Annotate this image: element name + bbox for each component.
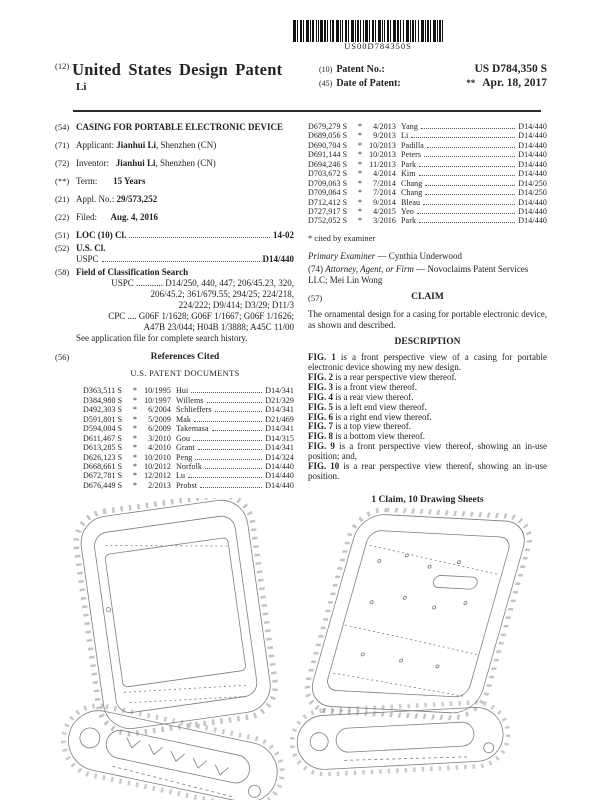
- ref-name: Peng: [176, 452, 193, 462]
- figure-text: is a left end view thereof.: [335, 401, 427, 412]
- figure-description-line: [308, 442, 547, 462]
- field-loc: [55, 230, 294, 241]
- fcs-uspc-line: 224/222; D9/414; D3/29; D11/3: [178, 299, 294, 310]
- fcs-note: See application file for complete search history.: [76, 332, 248, 343]
- dot-leader: [425, 185, 515, 186]
- ref-name: Hui: [176, 386, 189, 396]
- term-value-wrap: [76, 176, 294, 187]
- uspc-value: D14/440: [262, 253, 294, 264]
- applicant-name: Jianhui Li: [116, 139, 157, 150]
- ref-class: D14/440: [518, 216, 547, 226]
- invention-title: CASING FOR PORTABLE ELECTRONIC DEVICE: [76, 122, 284, 132]
- ref-date: 2/2013: [148, 480, 171, 490]
- description-heading: DESCRIPTION: [394, 336, 461, 347]
- patent-date-row: [319, 77, 547, 89]
- ref-number: D703,672 S: [308, 169, 348, 179]
- ref-name: Bleau: [401, 197, 421, 207]
- figure-label: FIG. 6: [308, 411, 334, 422]
- ref-number: D709,063 S: [308, 178, 348, 188]
- filed-value: Aug. 4, 2016: [110, 211, 159, 222]
- patent-date-label: Date of Patent:: [336, 78, 401, 89]
- ref-date: 4/2013: [373, 122, 396, 131]
- dot-leader: [200, 487, 262, 488]
- ref-date: 4/2014: [373, 169, 396, 179]
- claim-heading-row: [308, 292, 547, 304]
- figure-text: is a rear perspective view thereof, showing an in-use position.: [308, 460, 547, 481]
- filed-wrap: [76, 212, 294, 223]
- figure-text: is a bottom view thereof.: [335, 431, 425, 442]
- ref-class: D21/329: [265, 395, 294, 405]
- ref-star: *: [357, 159, 363, 169]
- patent-number-row: [319, 63, 547, 75]
- ref-date: 9/2013: [373, 131, 396, 141]
- ref-number: D492,303 S: [83, 405, 123, 415]
- appl-no-value: 29/573,252: [116, 193, 158, 204]
- term-label: Term:: [76, 175, 98, 186]
- dot-leader: [421, 128, 515, 129]
- figure-label: FIG. 8: [308, 431, 334, 442]
- ref-class: D14/440: [265, 480, 294, 490]
- ref-date: 9/2014: [373, 197, 396, 207]
- patent-number-value: US D784,350 S: [474, 63, 547, 75]
- ref-date: 7/2014: [373, 178, 396, 188]
- dot-leader: [417, 213, 515, 214]
- reference-row: [308, 150, 547, 159]
- primary-examiner-line: [308, 251, 547, 262]
- ref-number: D591,801 S: [83, 414, 123, 424]
- ref-name: Yang: [401, 122, 418, 131]
- patent-number-label: Patent No.:: [336, 64, 385, 75]
- figure-text: is a top view thereof.: [335, 421, 411, 432]
- field-code: (72): [55, 157, 70, 168]
- dot-leader: [424, 156, 515, 157]
- reference-row: [308, 122, 547, 131]
- inventor-name: Jianhui Li: [115, 157, 156, 168]
- figure-text: is a front perspective view of a casing for portable electronic device showing my new design.: [308, 352, 547, 373]
- field-code: (21): [55, 193, 70, 204]
- patent-date-code: (45): [319, 79, 333, 88]
- fcs-uspc-line: 206/45.2; 361/679.55; 294/25; 224/218,: [150, 288, 294, 299]
- attorney-label: Attorney, Agent, or Firm: [325, 264, 414, 275]
- field-code: (52): [55, 242, 70, 253]
- ref-star: *: [357, 150, 363, 160]
- reference-row: [83, 386, 294, 395]
- ref-name: Padilla: [401, 140, 424, 150]
- ref-name: Park: [401, 159, 417, 169]
- ref-name: Chang: [401, 188, 423, 198]
- figure-label: FIG. 3: [308, 381, 334, 392]
- figure-descriptions: [308, 353, 547, 482]
- reference-row: [308, 188, 547, 197]
- reference-row: [308, 207, 547, 216]
- dot-leader: [198, 449, 263, 450]
- reference-row: [83, 481, 294, 490]
- figure-description-line: [308, 462, 547, 482]
- field-code: (**): [55, 175, 70, 186]
- field-applicant: [55, 140, 294, 151]
- examiner-name: Cynthia Underwood: [388, 251, 462, 262]
- ref-date: 4/2015: [373, 206, 396, 216]
- applicant-value: [76, 140, 294, 151]
- dot-leader: [207, 402, 263, 403]
- header-rule: [73, 110, 541, 112]
- field-inventor: [55, 158, 294, 169]
- dot-leader: [419, 175, 516, 176]
- dot-leader: [419, 222, 515, 223]
- figure-label: FIG. 9: [308, 441, 335, 452]
- dot-leader: [423, 204, 515, 205]
- ref-star: *: [357, 122, 363, 131]
- fcs-label: Field of Classification Search: [76, 266, 189, 277]
- reference-row: [83, 453, 294, 462]
- ref-class: D14/440: [518, 150, 547, 160]
- ref-date: 4/2010: [148, 443, 171, 453]
- field-term: [55, 176, 294, 187]
- ref-name: Mak: [176, 414, 191, 424]
- ref-name: Kim: [401, 169, 416, 179]
- ref-star: *: [132, 480, 138, 490]
- figure-label: FIG. 2: [308, 371, 334, 382]
- ref-class: D14/324: [265, 452, 294, 462]
- field-title: [55, 122, 294, 133]
- dot-leader: [419, 166, 515, 167]
- header-title-block: [55, 60, 319, 93]
- appl-no-label: Appl. No.:: [76, 193, 115, 204]
- ref-number: D752,052 S: [308, 216, 348, 226]
- reference-row: [308, 169, 547, 178]
- reference-row: [83, 434, 294, 443]
- filed-label: Filed:: [76, 211, 98, 222]
- applicant-label: Applicant:: [76, 139, 114, 150]
- ref-date: 7/2014: [373, 188, 396, 198]
- appl-no-wrap: [76, 194, 294, 205]
- rear-perspective-drawing: [288, 508, 532, 776]
- us-cl-label: U.S. Cl.: [76, 242, 106, 253]
- ref-name: Chang: [401, 178, 423, 188]
- dot-leader: [212, 430, 263, 431]
- ref-number: D727,917 S: [308, 206, 348, 216]
- ref-number: D690,704 S: [308, 140, 348, 150]
- applicant-rest: , Shenzhen (CN): [156, 139, 217, 150]
- ref-name: Probst: [176, 480, 198, 490]
- ref-star: *: [132, 424, 138, 434]
- body: [55, 122, 547, 506]
- patent-date-stars: **: [466, 78, 476, 88]
- ref-star: *: [357, 188, 363, 198]
- page-title: United States Design Patent: [72, 60, 283, 79]
- reference-row: [83, 462, 294, 471]
- ref-name: Gou: [176, 433, 191, 443]
- figure-label: FIG. 4: [308, 391, 334, 402]
- dot-leader: [194, 421, 262, 422]
- loc-value: 14-02: [273, 229, 294, 240]
- fcs-uspc-lines: [76, 278, 294, 311]
- ref-number: D712,412 S: [308, 197, 348, 207]
- field-code: (58): [55, 266, 70, 277]
- field-code: (56): [55, 351, 70, 362]
- dot-leader: [411, 137, 515, 138]
- ref-star: *: [132, 433, 138, 443]
- inventor-value: [76, 158, 294, 169]
- ref-name: Willems: [176, 395, 204, 405]
- field-references: [55, 352, 294, 385]
- kind-code: (12): [55, 61, 70, 71]
- attorney-value: Novoclaims Patent Services LLC; Mei Lin Wong: [308, 264, 529, 286]
- ref-date: 5/2009: [148, 414, 171, 424]
- field-classification-search: [55, 267, 294, 344]
- dot-leader: [427, 147, 515, 148]
- ref-name: Peters: [401, 150, 422, 160]
- dot-leader: [205, 468, 262, 469]
- ref-name: Norfolk: [176, 461, 203, 471]
- ref-star: *: [132, 386, 138, 396]
- field-filed: [55, 212, 294, 223]
- ref-number: D676,449 S: [83, 480, 123, 490]
- ref-star: *: [357, 206, 363, 216]
- references-table-right: [308, 122, 547, 226]
- claim-sheet-count: 1 Claim, 10 Drawing Sheets: [371, 494, 484, 505]
- examiner-separator: —: [375, 251, 389, 262]
- fcs-wrap: [76, 267, 294, 344]
- ref-date: 12/2012: [144, 471, 171, 481]
- ref-number: D689,056 S: [308, 131, 348, 141]
- ref-class: D14/440: [518, 206, 547, 216]
- reference-row: [83, 415, 294, 424]
- ref-class: D14/440: [518, 140, 547, 150]
- fcs-uspc-line: USPC ............ D14/250, 440, 447; 206/45.23, 320,: [111, 277, 294, 288]
- attorney-separator: —: [413, 264, 428, 275]
- barcode-bars: [293, 20, 445, 42]
- ref-date: 10/2013: [369, 150, 396, 160]
- ref-class: D14/315: [265, 433, 294, 443]
- figure-label: FIG. 10: [308, 460, 340, 471]
- reference-row: [308, 216, 547, 225]
- attorney-line: [308, 264, 547, 286]
- ref-name: Lu: [176, 471, 186, 481]
- reference-row: [83, 443, 294, 452]
- dot-leader: [215, 411, 263, 412]
- front-perspective-drawing: [60, 498, 300, 800]
- ref-number: D384,980 S: [83, 395, 123, 405]
- ref-class: D14/440: [518, 131, 547, 141]
- ref-number: D694,246 S: [308, 159, 348, 169]
- ref-number: D611,467 S: [83, 433, 122, 443]
- attorney-code: (74): [308, 264, 323, 275]
- ref-class: D14/440: [518, 122, 547, 131]
- claim-heading: CLAIM: [411, 292, 444, 303]
- ref-class: D14/440: [518, 169, 547, 179]
- dot-leader: [129, 237, 270, 238]
- ref-star: *: [357, 178, 363, 188]
- ref-number: D709,064 S: [308, 188, 348, 198]
- figure-label: FIG. 5: [308, 401, 334, 412]
- field-code: (71): [55, 139, 70, 150]
- ref-name: Grant: [176, 443, 195, 453]
- us-cl-wrap: [76, 243, 294, 265]
- ref-date: 6/2004: [148, 405, 171, 415]
- dot-leader: [188, 477, 262, 478]
- ref-star: *: [132, 443, 138, 453]
- barcode-text: US00D784350S: [344, 41, 412, 51]
- field-appl-no: [55, 194, 294, 205]
- cited-by-examiner-note: * cited by examiner: [308, 232, 376, 243]
- ref-date: 10/1995: [144, 386, 171, 396]
- dot-leader: [102, 261, 260, 262]
- reference-row: [83, 405, 294, 414]
- ref-date: 6/2009: [148, 424, 171, 434]
- reference-row: [308, 131, 547, 140]
- reference-row: [83, 471, 294, 480]
- claim-text: The ornamental design for a casing for portable electronic device, as shown and described.: [308, 308, 547, 330]
- header: [55, 60, 547, 93]
- figure-label: FIG. 1: [308, 352, 336, 363]
- left-column: [55, 122, 294, 506]
- right-column: [308, 122, 547, 506]
- ref-name: Yeo: [401, 206, 414, 216]
- ref-class: D14/440: [518, 197, 547, 207]
- figure-description-line: [308, 353, 547, 373]
- ref-class: D14/341: [265, 405, 294, 415]
- uspc-label: USPC: [76, 253, 99, 264]
- ref-name: Schlieffers: [176, 405, 212, 415]
- loc-wrap: [76, 230, 294, 241]
- ref-star: *: [357, 197, 363, 207]
- ref-class: D14/440: [518, 159, 547, 169]
- reference-row: [308, 141, 547, 150]
- field-us-cl: [55, 243, 294, 265]
- ref-date: 10/2012: [144, 461, 171, 471]
- references-wrap: [76, 352, 294, 385]
- references-heading: References Cited: [150, 351, 220, 362]
- ref-star: *: [132, 452, 138, 462]
- term-value: 15 Years: [113, 175, 146, 186]
- header-meta-block: [319, 60, 547, 93]
- figure-label: FIG. 7: [308, 421, 334, 432]
- reference-row: [308, 198, 547, 207]
- ref-number: D613,285 S: [83, 443, 123, 453]
- ref-number: D363,511 S: [83, 386, 122, 396]
- reference-row: [83, 396, 294, 405]
- ref-star: *: [132, 414, 138, 424]
- figure-text: is a right end view thereof.: [335, 411, 432, 422]
- ref-class: D14/341: [265, 386, 294, 396]
- reference-row: [308, 179, 547, 188]
- claim-code: (57): [308, 293, 323, 304]
- dot-leader: [425, 194, 515, 195]
- ref-date: 3/2016: [373, 216, 396, 226]
- ref-class: D14/440: [265, 461, 294, 471]
- ref-class: D14/440: [265, 471, 294, 481]
- ref-name: Park: [401, 216, 417, 226]
- ref-class: D14/341: [265, 424, 294, 434]
- ref-star: *: [132, 471, 138, 481]
- ref-star: *: [357, 169, 363, 179]
- ref-number: D626,123 S: [83, 452, 123, 462]
- loc-label: LOC (10) Cl.: [76, 229, 127, 240]
- ref-class: D14/250: [518, 188, 547, 198]
- ref-star: *: [132, 405, 138, 415]
- ref-class: D21/469: [265, 414, 294, 424]
- ref-date: 3/2010: [148, 433, 171, 443]
- ref-name: Li: [401, 131, 409, 141]
- ref-number: D672,781 S: [83, 471, 123, 481]
- ref-class: D14/341: [265, 443, 294, 453]
- dot-leader: [193, 440, 262, 441]
- reference-row: [308, 160, 547, 169]
- references-subheading: U.S. PATENT DOCUMENTS: [130, 368, 240, 379]
- ref-star: *: [357, 131, 363, 141]
- reference-row: [83, 424, 294, 433]
- field-code: (22): [55, 211, 70, 222]
- ref-star: *: [357, 140, 363, 150]
- field-code: (54): [55, 122, 70, 132]
- figure-text: is a front view thereof.: [335, 381, 417, 392]
- inventor-surname: Li: [76, 81, 87, 93]
- inventor-label: Inventor:: [76, 157, 109, 168]
- figure-text: is a front perspective view thereof, showing an in-use position; and,: [308, 441, 547, 462]
- ref-date: 10/2013: [369, 140, 396, 150]
- patent-date-value: Apr. 18, 2017: [482, 77, 547, 89]
- field-code: (51): [55, 229, 70, 240]
- ref-name: Takemasa: [176, 424, 209, 434]
- barcode: [293, 20, 445, 51]
- ref-star: *: [132, 461, 138, 471]
- fcs-cpc-lines: [76, 311, 294, 333]
- patent-number-code: (10): [319, 65, 333, 74]
- ref-star: *: [132, 395, 138, 405]
- references-table-left: [55, 386, 294, 490]
- figure-text: is a rear view thereof.: [335, 391, 414, 402]
- ref-number: D691,144 S: [308, 150, 348, 160]
- ref-number: D594,004 S: [83, 424, 123, 434]
- figure-text: is a rear perspective view thereof.: [335, 371, 457, 382]
- ref-star: *: [357, 216, 363, 226]
- ref-date: 10/1997: [144, 395, 171, 405]
- inventor-rest: , Shenzhen (CN): [155, 157, 216, 168]
- ref-number: D668,661 S: [83, 461, 123, 471]
- ref-number: D679,279 S: [308, 122, 348, 131]
- fcs-cpc-line: A47B 23/044; H04B 1/3888; A45C 11/00: [143, 321, 294, 332]
- dot-leader: [191, 392, 262, 393]
- fcs-cpc-line: CPC .... G06F 1/1628; G06F 1/1667; G06F 1/1626;: [108, 310, 294, 321]
- examiner-label: Primary Examiner: [308, 251, 376, 262]
- dot-leader: [195, 459, 262, 460]
- ref-date: 11/2013: [369, 159, 396, 169]
- ref-date: 10/2010: [144, 452, 171, 462]
- ref-class: D14/250: [518, 178, 547, 188]
